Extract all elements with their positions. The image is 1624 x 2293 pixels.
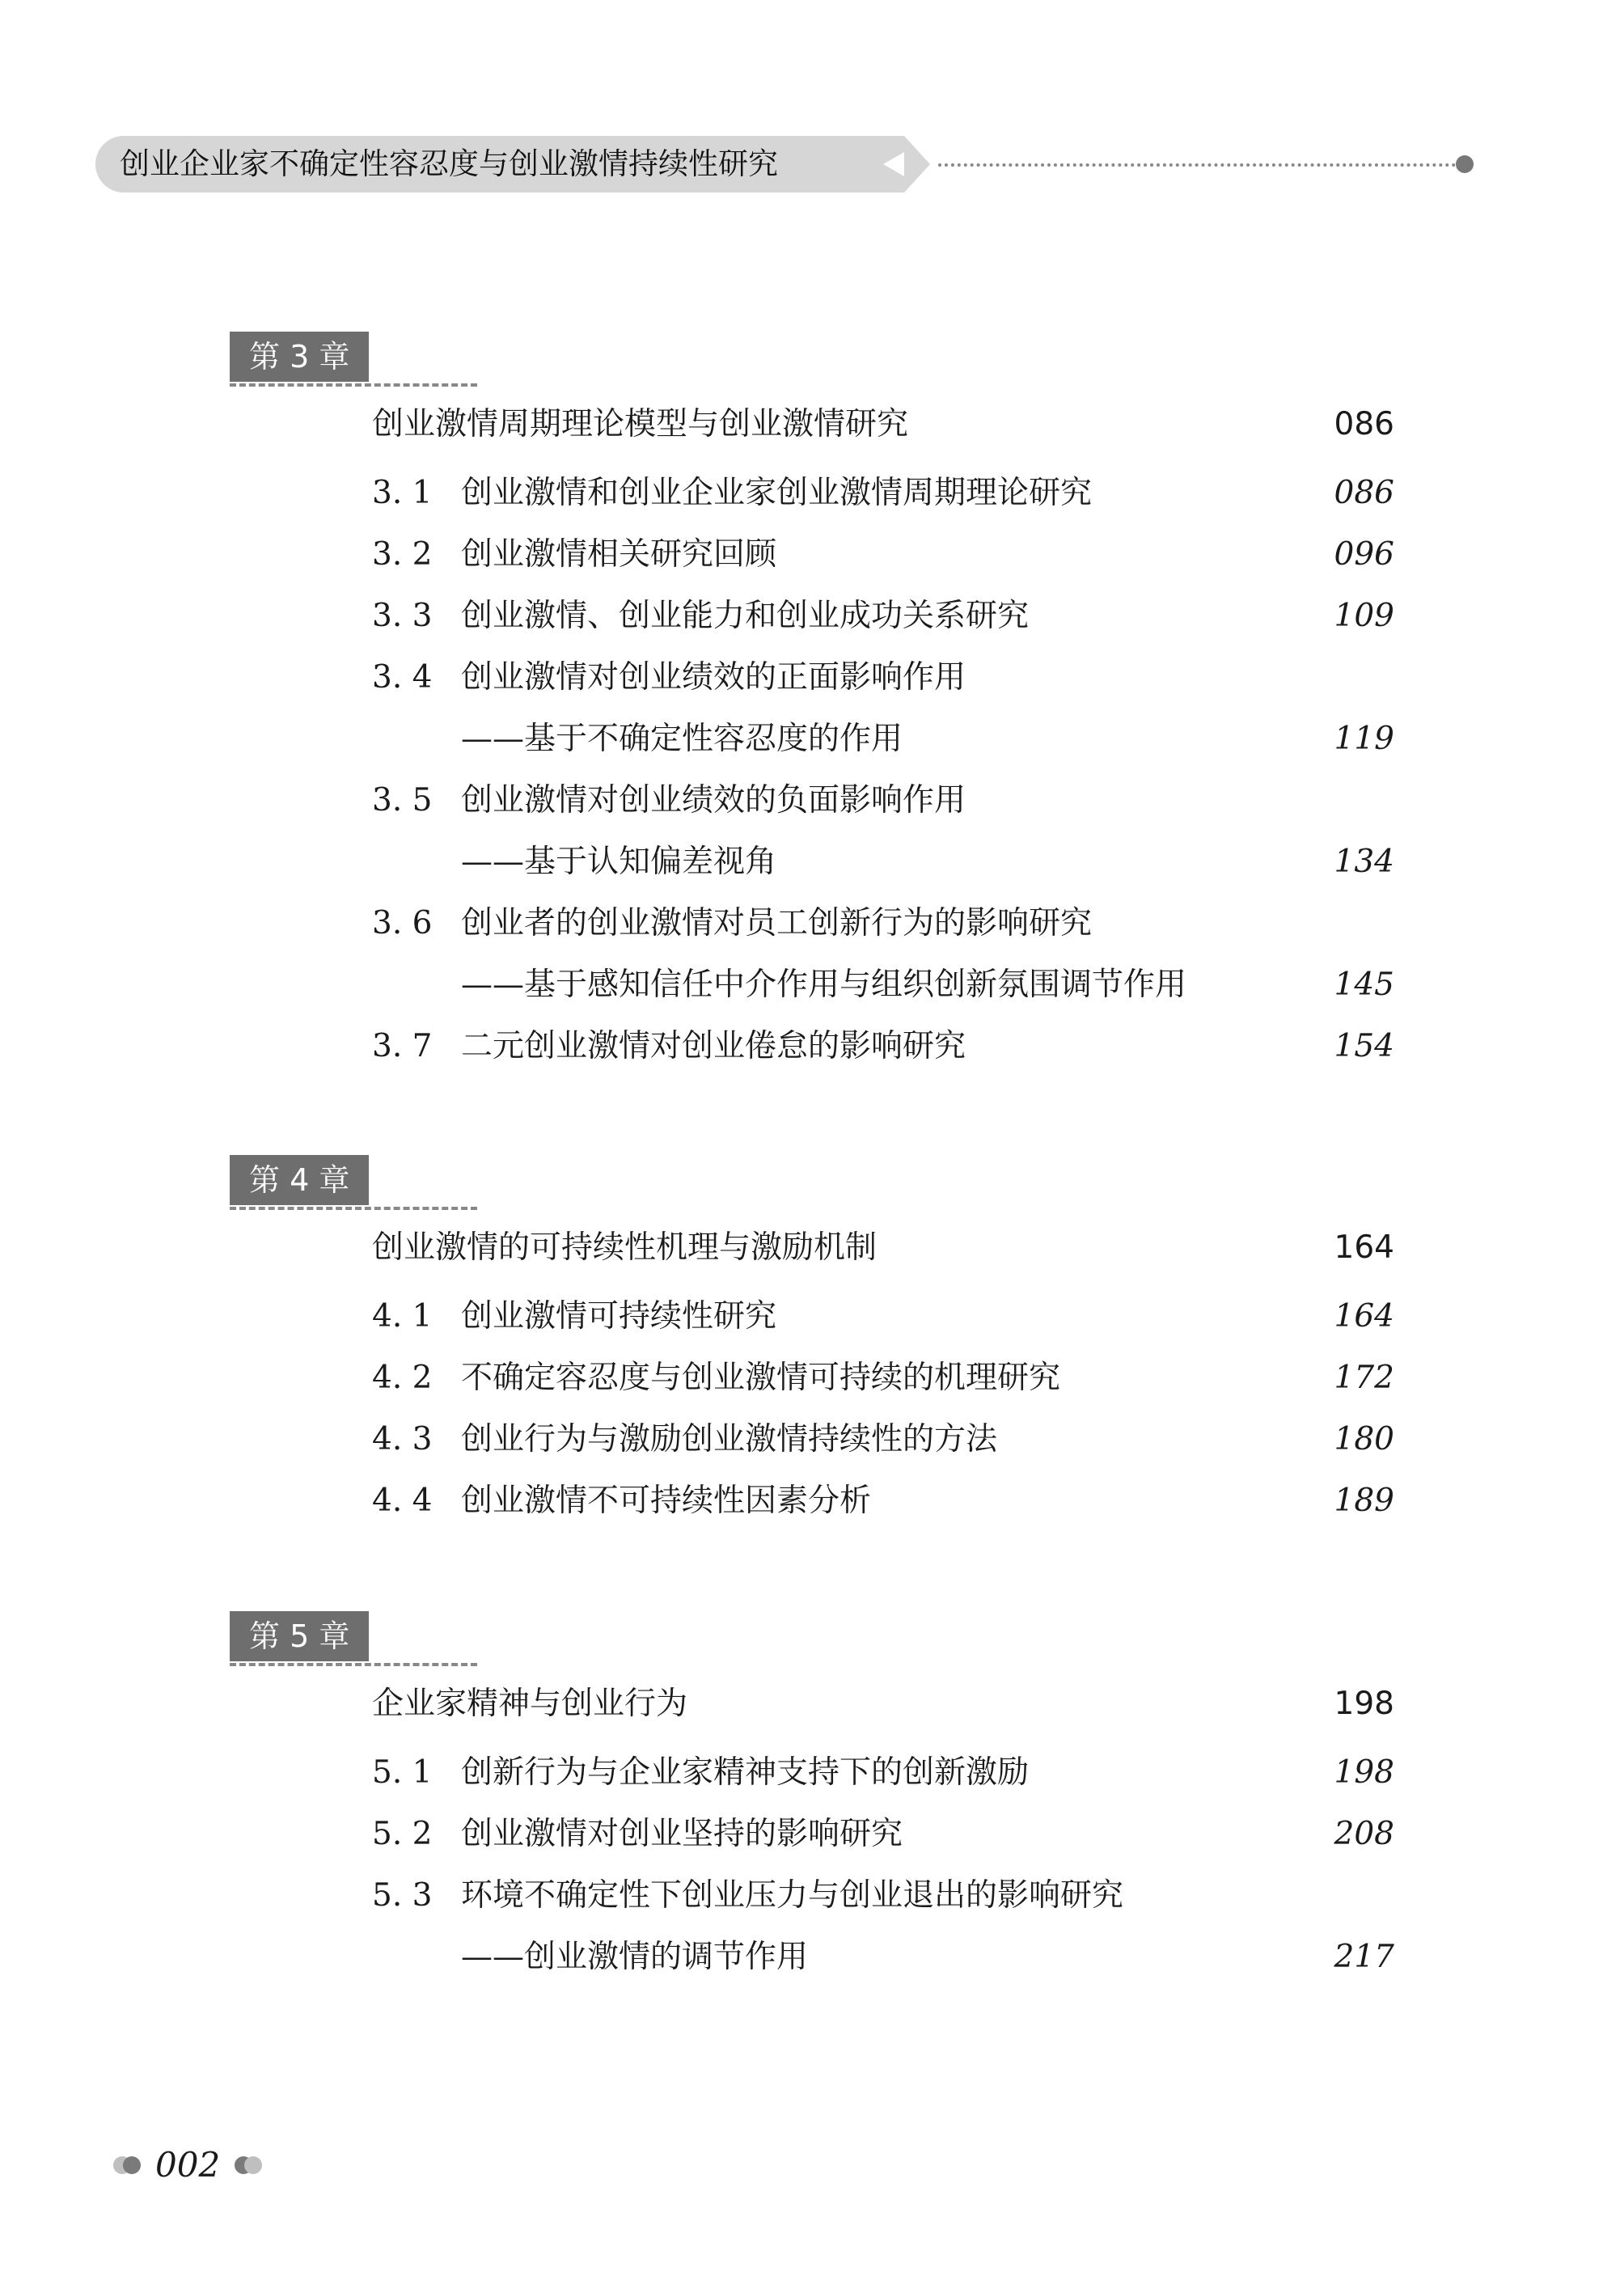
chapter-title-row[interactable] xyxy=(372,1677,1394,1731)
toc-entry-line xyxy=(372,1286,1394,1347)
chapter-page: 198 xyxy=(1334,1686,1394,1722)
chapter-tag: 第 5 章 xyxy=(230,1611,369,1661)
toc-entry-line xyxy=(372,1016,1394,1077)
running-header-arrow xyxy=(904,136,930,192)
section-list xyxy=(372,1286,1394,1532)
chapter-dashed-rule xyxy=(230,1663,477,1666)
toc-entry[interactable] xyxy=(372,1409,1394,1470)
toc-entry[interactable] xyxy=(372,647,1394,770)
section-number: 4. 4 xyxy=(372,1483,433,1519)
section-page: 198 xyxy=(1334,1754,1394,1791)
toc-entry-line xyxy=(372,524,1394,586)
toc-entry-line xyxy=(372,1347,1394,1409)
toc-entry[interactable] xyxy=(372,1470,1394,1532)
section-page: 119 xyxy=(1334,721,1394,757)
section-number: 4. 3 xyxy=(372,1421,433,1457)
section-page: 154 xyxy=(1334,1028,1394,1064)
section-title: 创业激情和创业企业家创业激情周期理论研究 xyxy=(461,475,1093,511)
section-number: 3. 4 xyxy=(372,659,433,696)
running-header-end-dot xyxy=(1456,155,1474,173)
section-title: 创新行为与企业家精神支持下的创新激励 xyxy=(461,1754,1030,1791)
toc-entry[interactable] xyxy=(372,1865,1394,1988)
section-title: 创业激情对创业绩效的正面影响作用 xyxy=(461,659,966,696)
toc-entry-line xyxy=(372,709,1394,770)
section-page: 180 xyxy=(1334,1421,1394,1457)
chapter-page: 086 xyxy=(1334,406,1394,442)
toc-entry[interactable] xyxy=(372,1016,1394,1077)
section-number: 5. 1 xyxy=(372,1754,433,1791)
section-title: 环境不确定性下创业压力与创业退出的影响研究 xyxy=(461,1877,1124,1914)
chapter-page: 164 xyxy=(1334,1229,1394,1266)
chapter-title: 创业激情的可持续性机理与激励机制 xyxy=(372,1229,878,1266)
footer-dot-icon xyxy=(244,2156,262,2174)
toc-entry-line xyxy=(372,586,1394,647)
section-title: ——基于不确定性容忍度的作用 xyxy=(461,721,903,757)
toc-entry[interactable] xyxy=(372,524,1394,586)
section-list xyxy=(372,463,1394,1077)
section-page: 134 xyxy=(1334,844,1394,880)
section-title: 创业激情、创业能力和创业成功关系研究 xyxy=(461,598,1030,634)
section-number: 4. 2 xyxy=(372,1360,433,1396)
toc-entry-line xyxy=(372,1470,1394,1532)
toc-entry-line xyxy=(372,1409,1394,1470)
toc-entry[interactable] xyxy=(372,770,1394,893)
chapter-dashed-rule xyxy=(230,1207,477,1210)
section-page: 217 xyxy=(1334,1939,1394,1975)
toc-entry-line xyxy=(372,770,1394,831)
section-page: 189 xyxy=(1334,1483,1394,1519)
chapter-title-row[interactable] xyxy=(372,398,1394,451)
page-number: 002 xyxy=(155,2145,221,2185)
chapter-tag: 第 4 章 xyxy=(230,1155,369,1205)
toc-entry[interactable] xyxy=(372,1804,1394,1865)
chapter-title: 企业家精神与创业行为 xyxy=(372,1686,688,1722)
toc-entry-line xyxy=(372,954,1394,1016)
toc-entry-line xyxy=(372,893,1394,954)
section-number: 3. 6 xyxy=(372,905,433,941)
toc-entry[interactable] xyxy=(372,586,1394,647)
section-page: 109 xyxy=(1334,598,1394,634)
section-number: 4. 1 xyxy=(372,1298,433,1335)
section-title: 创业激情对创业坚持的影响研究 xyxy=(461,1816,903,1852)
section-number: 3. 2 xyxy=(372,536,433,573)
section-title: ——创业激情的调节作用 xyxy=(461,1939,809,1975)
toc-entry-line xyxy=(372,1804,1394,1865)
footer-dot-icon xyxy=(123,2156,141,2174)
running-header-title: 创业企业家不确定性容忍度与创业激情持续性研究 xyxy=(120,146,778,181)
page-footer xyxy=(113,2143,275,2184)
toc-entry-line xyxy=(372,1865,1394,1927)
section-title: 二元创业激情对创业倦怠的影响研究 xyxy=(461,1028,966,1064)
chapter-tag: 第 3 章 xyxy=(230,332,369,382)
chapter-title: 创业激情周期理论模型与创业激情研究 xyxy=(372,406,909,442)
chapter-block xyxy=(230,1611,1394,1988)
chapter-dashed-rule xyxy=(230,383,477,387)
section-title: 创业行为与激励创业激情持续性的方法 xyxy=(461,1421,998,1457)
section-title: 不确定容忍度与创业激情可持续的机理研究 xyxy=(461,1360,1061,1396)
running-header-triangle-icon xyxy=(883,152,904,176)
toc-entry-line xyxy=(372,463,1394,524)
section-title: 创业激情不可持续性因素分析 xyxy=(461,1483,872,1519)
section-number: 3. 5 xyxy=(372,782,433,819)
section-list xyxy=(372,1742,1394,1988)
toc-entry[interactable] xyxy=(372,1742,1394,1804)
section-title: 创业激情对创业绩效的负面影响作用 xyxy=(461,782,966,819)
toc-entry-line xyxy=(372,1742,1394,1804)
chapter-block xyxy=(230,1155,1394,1532)
toc-entry[interactable] xyxy=(372,463,1394,524)
toc-entry-line xyxy=(372,647,1394,709)
section-page: 096 xyxy=(1334,536,1394,573)
section-title: 创业激情可持续性研究 xyxy=(461,1298,777,1335)
section-number: 5. 2 xyxy=(372,1816,433,1852)
section-title: ——基于感知信任中介作用与组织创新氛围调节作用 xyxy=(461,967,1187,1003)
section-page: 208 xyxy=(1334,1816,1394,1852)
toc-entry[interactable] xyxy=(372,893,1394,1016)
section-title: 创业激情相关研究回顾 xyxy=(461,536,777,573)
toc-entry-line xyxy=(372,831,1394,893)
section-number: 3. 7 xyxy=(372,1028,433,1064)
section-number: 3. 1 xyxy=(372,475,433,511)
toc-entry[interactable] xyxy=(372,1347,1394,1409)
section-page: 164 xyxy=(1334,1298,1394,1335)
toc-entry[interactable] xyxy=(372,1286,1394,1347)
running-header-dotted-rule xyxy=(938,163,1456,167)
section-page: 086 xyxy=(1334,475,1394,511)
section-title: ——基于认知偏差视角 xyxy=(461,844,777,880)
toc-entry-line xyxy=(372,1927,1394,1988)
chapter-title-row[interactable] xyxy=(372,1221,1394,1275)
section-page: 145 xyxy=(1334,967,1394,1003)
section-page: 172 xyxy=(1334,1360,1394,1396)
running-header xyxy=(95,136,1398,192)
section-number: 3. 3 xyxy=(372,598,433,634)
section-title: 创业者的创业激情对员工创新行为的影响研究 xyxy=(461,905,1093,941)
section-number: 5. 3 xyxy=(372,1877,433,1914)
chapter-block xyxy=(230,332,1394,1077)
